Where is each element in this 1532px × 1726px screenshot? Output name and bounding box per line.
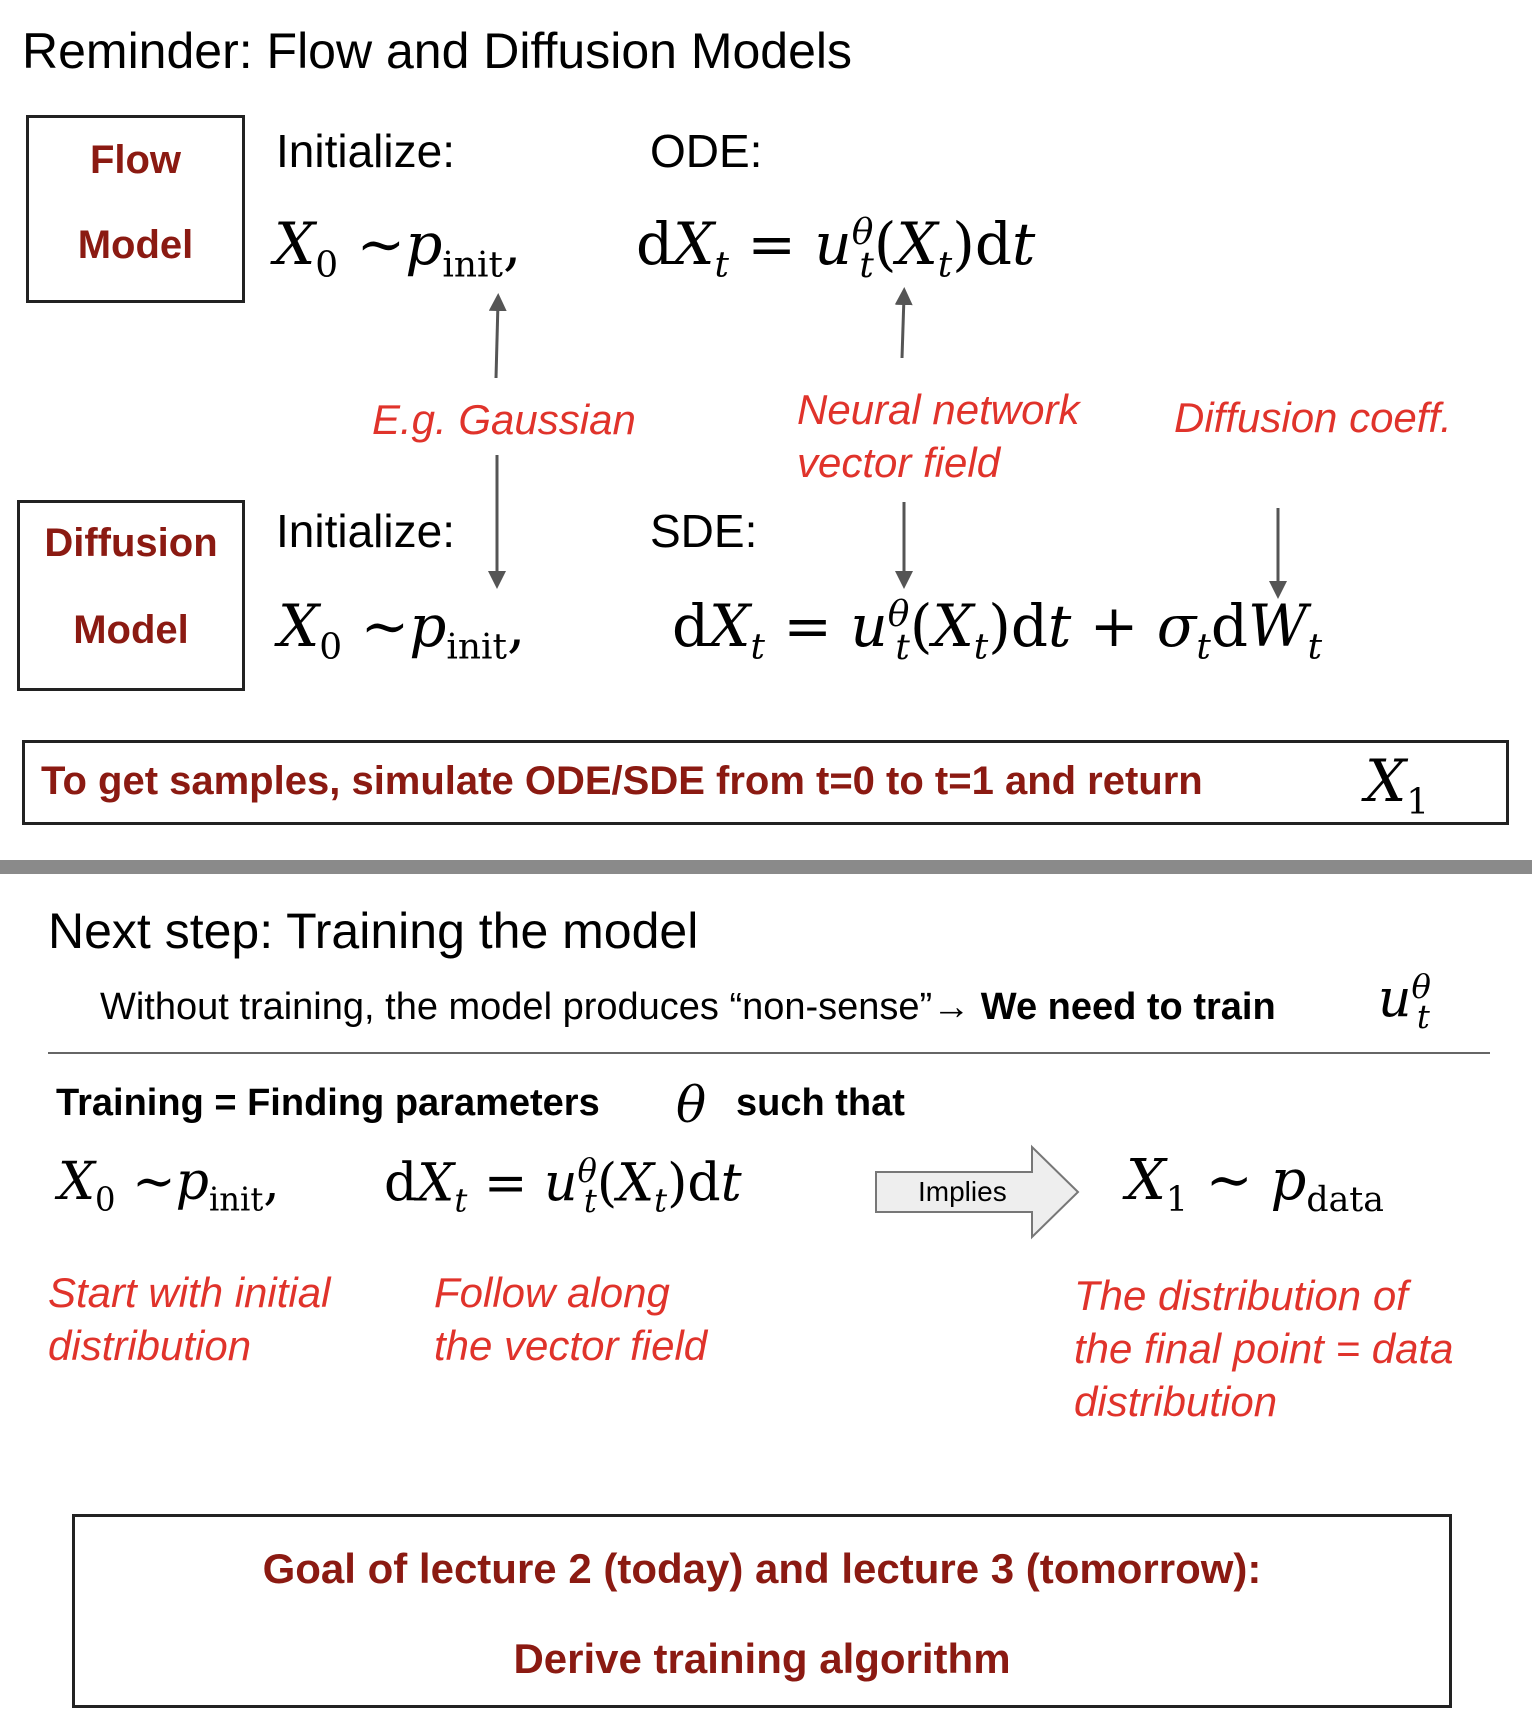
training-definition-part2: such that	[736, 1082, 905, 1124]
diffusion-model-label-line1: Diffusion	[44, 521, 218, 565]
flow-init-equation: $X_0$ $\sim p_{init}$,	[274, 210, 522, 286]
training-init-equation: $X_0$ $\sim p_{init}$,	[58, 1152, 280, 1219]
annotation-final-line3: distribution	[1074, 1378, 1278, 1425]
annotation-follow-line2: the vector field	[434, 1322, 708, 1369]
annotation-gaussian: E.g. Gaussian	[372, 396, 636, 443]
u-theta-symbol: $u^\theta_t$	[1378, 968, 1431, 1036]
sampling-note-x1: $X_1$	[1365, 747, 1430, 823]
annotation-follow-line1: Follow along	[434, 1269, 670, 1316]
goal-line1: Goal of lecture 2 (today) and lecture 3 (tomorrow):	[262, 1545, 1262, 1592]
sampling-note-text: To get samples, simulate ODE/SDE from t=0 to t=1 and return	[41, 759, 1203, 803]
next-step-title: Next step: Training the model	[48, 903, 699, 959]
flow-initialize-label: Initialize:	[276, 125, 455, 177]
ode-label: ODE:	[650, 125, 763, 177]
flow-model-label-line1: Flow	[89, 138, 182, 182]
arrow-gaussian-up-icon	[496, 302, 498, 378]
sde-equation: $dX_t = u^\theta_t(X_t)dt + \sigma_tdW_t$	[672, 592, 1323, 668]
annotation-diffusion-coeff: Diffusion coeff.	[1174, 394, 1452, 441]
goal-line2: Derive training algorithm	[513, 1635, 1011, 1682]
reminder-title: Reminder: Flow and Diffusion Models	[22, 23, 853, 79]
final-distribution-equation: $X_1$ ∼ $p_{data}$	[1126, 1148, 1384, 1221]
subtitle-underline	[48, 1052, 1490, 1054]
annotation-final-line2: the final point = data	[1074, 1325, 1454, 1372]
annotation-final-line1: The distribution of	[1074, 1272, 1408, 1319]
annotation-arrows	[0, 0, 1532, 800]
implies-label: Implies	[918, 1176, 1007, 1207]
annotation-neural-network-line1: Neural network	[797, 386, 1080, 433]
diffusion-initialize-label: Initialize:	[276, 505, 455, 557]
theta-symbol: θ	[676, 1076, 707, 1134]
goal-box	[72, 1514, 1452, 1708]
diffusion-model-label-line2: Model	[73, 608, 189, 652]
without-training-sentence	[100, 986, 1276, 1029]
annotation-start-line2: distribution	[48, 1322, 252, 1369]
ode-equation: $dX_t = u^\theta_t(X_t)dt$	[636, 210, 1036, 286]
annotation-neural-network-line2: vector field	[797, 439, 1001, 486]
sampling-note-box	[22, 740, 1509, 825]
flow-model-label-line2: Model	[77, 223, 194, 267]
sde-label: SDE:	[650, 505, 758, 557]
need-to-train-text: We need to train	[980, 986, 1276, 1028]
section-divider	[0, 860, 1532, 874]
arrow-nn-up-icon	[902, 296, 904, 358]
training-definition-part1: Training = Finding parameters	[56, 1082, 600, 1124]
diffusion-init-equation: $X_0$ $\sim p_{init}$,	[278, 592, 526, 668]
annotation-start-line1: Start with initial	[48, 1269, 331, 1316]
without-training-text: Without training, the model produces “non-sense”→	[100, 986, 971, 1028]
training-ode-equation: $dX_t = u^\theta_t(X_t)dt$	[384, 1152, 742, 1220]
